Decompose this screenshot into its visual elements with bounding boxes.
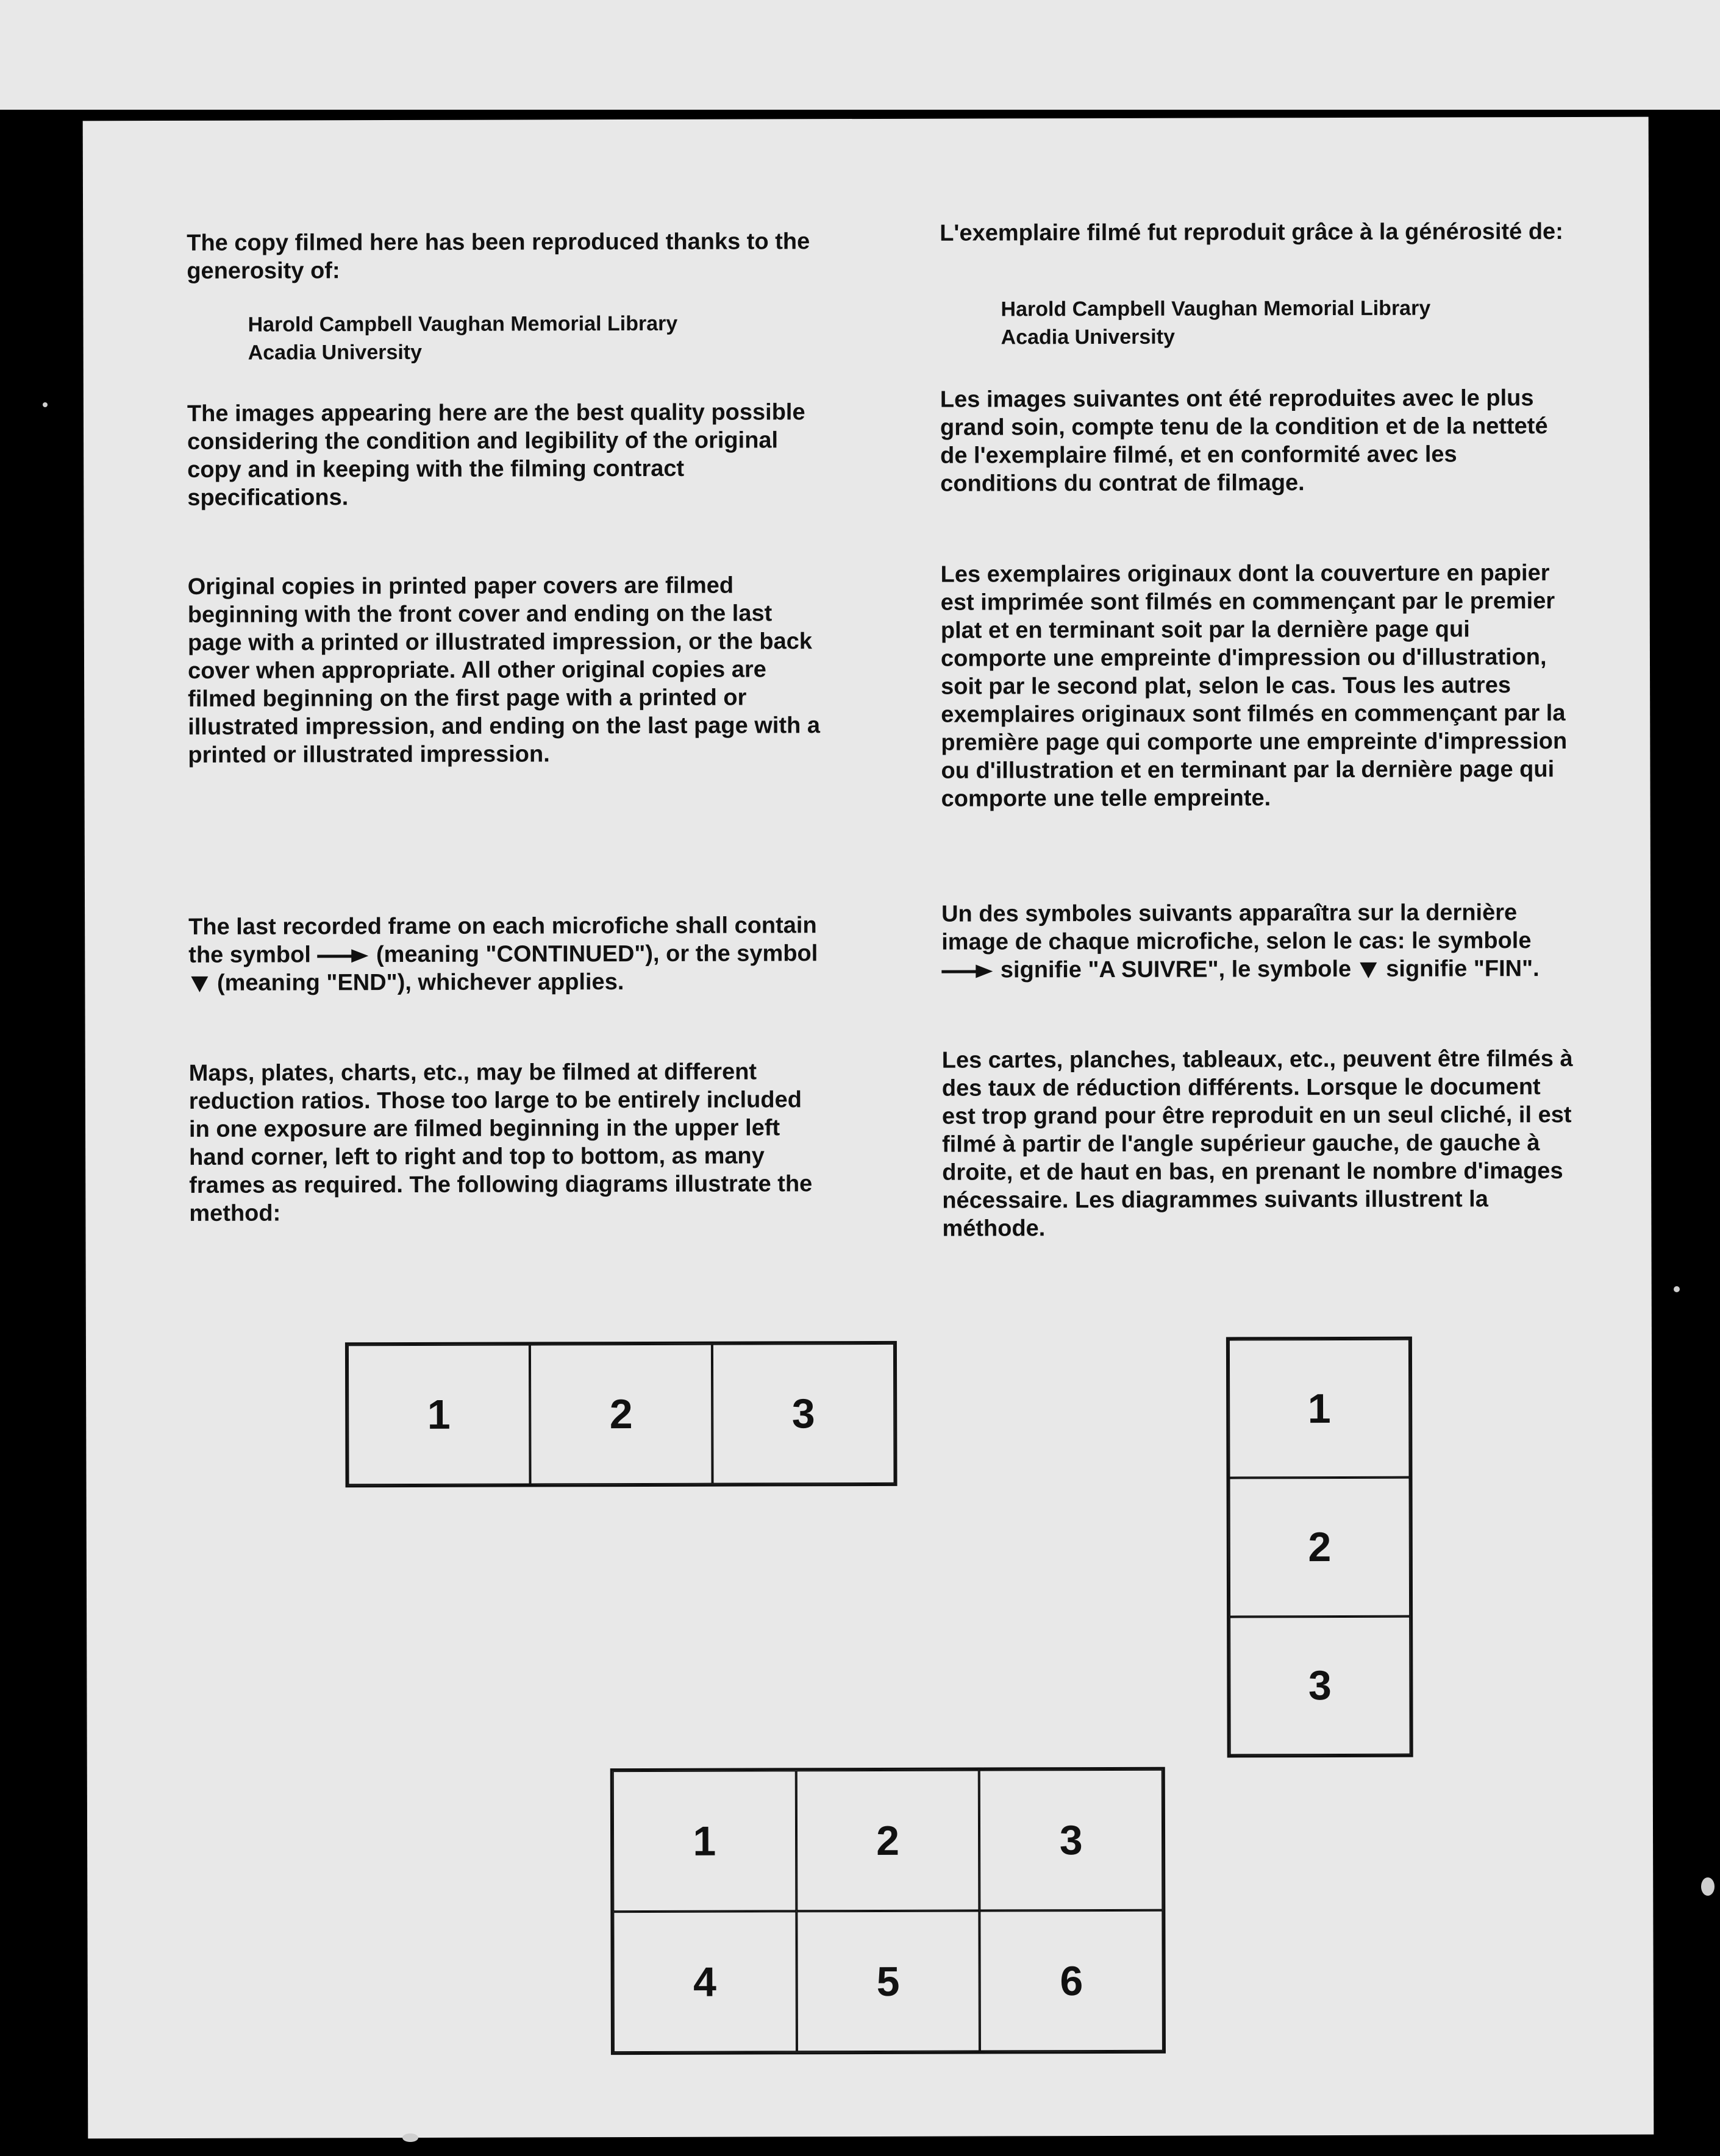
en-originals-paragraph: Original copies in printed paper covers are filmed beginning with the front cover and ending on the last page with a printed or illustrated impression, or the back cover when appropriate. All other original copies are filmed beginning on the first page with a printed or illustrated impression, and ending on the last page with a printed or illustrated impression. — [187, 572, 821, 768]
right-arrow-icon — [317, 948, 369, 963]
diagram-cell: 3 — [712, 1343, 895, 1484]
scan-speck — [1701, 1877, 1715, 1896]
fr-symbols-text-1: Un des symboles suivants apparaîtra sur la dernière image de chaque microfiche, selon le cas: le symbole — [941, 900, 1532, 955]
french-column — [940, 117, 1574, 1242]
scan-speck — [1674, 1286, 1680, 1292]
microfiche-target-page — [83, 117, 1654, 2139]
scanner-top-strip — [0, 0, 1720, 110]
diagram-cell: 2 — [796, 1770, 979, 1912]
diagram-cell: 4 — [613, 1911, 796, 2052]
fr-quality-paragraph: Les images suivantes ont été reproduites avec le plus grand soin, compte tenu de la condition et de la netteté de l'exemplaire filmé, et en conformité avec les conditions du contrat de filmage. — [940, 385, 1548, 497]
en-symbols-text-1: The last recorded frame on each microfiche shall contain the symbol — [188, 913, 817, 968]
diagram-cell: 2 — [530, 1344, 713, 1485]
diagram-matrix — [610, 1767, 1166, 2055]
scan-speck — [402, 2133, 418, 2142]
diagram-cell: 3 — [1229, 1616, 1411, 1755]
diagram-vertical — [1226, 1337, 1413, 1758]
diagram-cell: 1 — [1229, 1339, 1410, 1478]
en-university-name: Acadia University — [248, 340, 423, 365]
en-quality-paragraph: The images appearing here are the best quality possible considering the condition and legibility of the original copy and in keeping with the filming contract specifications. — [187, 399, 805, 511]
en-symbols-paragraph — [188, 911, 823, 997]
diagram-cell: 1 — [613, 1770, 796, 1912]
right-arrow-icon — [941, 964, 994, 978]
fr-symbols-text-3: signifie "FIN". — [1386, 956, 1540, 982]
diagram-horizontal — [345, 1341, 897, 1487]
fr-university-name: Acadia University — [1001, 325, 1176, 349]
en-symbols-text-2: (meaning "CONTINUED"), or the symbol — [376, 941, 818, 968]
scan-speck — [43, 402, 48, 407]
fr-maps-paragraph: Les cartes, planches, tableaux, etc., peuvent être filmés à des taux de réduction différents. Lorsque le document est trop grand pour être reproduit en un seul cliché, il est filmé à partir de l'angle supérieur gauche, de gauche à droite, et de haut en bas, en prenant le nombre d'images nécessaire. Les diagrammes suivants illustrent la méthode. — [941, 1045, 1573, 1242]
en-symbols-text-3: (meaning "END"), whichever applies. — [216, 969, 624, 996]
diagram-cell: 6 — [980, 1910, 1163, 2052]
fr-library-name: Harold Campbell Vaughan Memorial Library — [1001, 296, 1431, 321]
diagram-cell: 1 — [348, 1344, 530, 1485]
diagram-cell: 2 — [1229, 1478, 1411, 1617]
en-library-name: Harold Campbell Vaughan Memorial Library — [248, 311, 678, 336]
en-maps-paragraph: Maps, plates, charts, etc., may be filmed at different reduction ratios. Those too large to be entirely included in one exposure are filmed beginning in the upper left hand corner, left to right and top to bottom, as many frames as required. The following diagrams illustrate the method: — [188, 1059, 813, 1226]
english-column — [187, 119, 821, 1226]
fr-originals-paragraph: Les exemplaires originaux dont la couverture en papier est imprimée sont filmés en commençant par le premier plat et en terminant soit par la dernière page qui comporte une empreinte d'impression ou d'illustration, soit par le second plat, selon le cas. Tous les autres exemplaires originaux sont filmés en commençant par la première page qui comporte une empreinte d'impression ou d'illustration et en terminant par la dernière page qui comporte une telle empreinte. — [940, 560, 1568, 812]
fr-thanks-paragraph: L'exemplaire filmé fut reproduit grâce à la générosité de: — [940, 219, 1563, 246]
diagram-cell: 3 — [979, 1770, 1163, 1911]
fr-symbols-paragraph — [941, 898, 1575, 984]
fr-symbols-text-2: signifie "A SUIVRE", le symbole — [1000, 956, 1352, 983]
en-thanks-paragraph: The copy filmed here has been reproduced thanks to the generosity of: — [187, 229, 810, 284]
down-triangle-icon — [1360, 962, 1377, 978]
down-triangle-icon — [191, 977, 208, 992]
diagram-cell: 5 — [796, 1911, 980, 2052]
